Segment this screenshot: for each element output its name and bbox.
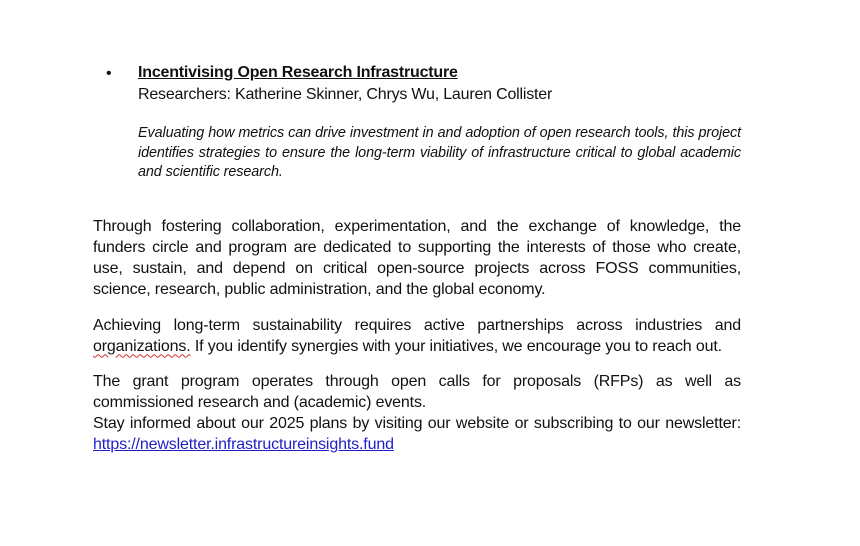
- newsletter-link[interactable]: https://newsletter.infrastructureinsights.fund: [93, 435, 394, 453]
- paragraph-collaboration: Through fostering collaboration, experimentation, and the exchange of knowledge, the funders circle and program are dedicated to supporting the interests of those who create, use, sustain, and depend on critical open-source projects across FOSS communities, science, research, public administration, and the global economy.: [93, 217, 741, 298]
- paragraph-stay-informed: [93, 413, 741, 455]
- paragraph-text: Achieving long-term sustainability requires active partnerships across industries and: [93, 316, 741, 334]
- bullet-icon: •: [106, 65, 112, 82]
- paragraph-sustainability: [93, 315, 741, 357]
- paragraph-grant-program: The grant program operates through open calls for proposals (RFPs) as well as commissioned research and (academic) events.: [93, 372, 741, 411]
- spellcheck-flagged-word[interactable]: organizations.: [93, 337, 191, 355]
- paragraph-text: If you identify synergies with your initiatives, we encourage you to reach out.: [190, 337, 722, 355]
- project-title: Incentivising Open Research Infrastructure: [138, 64, 458, 81]
- project-researchers: Researchers: Katherine Skinner, Chrys Wu, Lauren Collister: [138, 86, 553, 103]
- document-body: [93, 62, 741, 455]
- paragraph-text: Stay informed about our 2025 plans by visiting our website or subscribing to our newsletter:: [93, 414, 741, 432]
- project-summary: Evaluating how metrics can drive investment in and adoption of open research tools, this project identifies strategies to ensure the long-term viability of infrastructure critical to global academic and scientific research.: [138, 125, 741, 180]
- project-list-item: [93, 62, 741, 183]
